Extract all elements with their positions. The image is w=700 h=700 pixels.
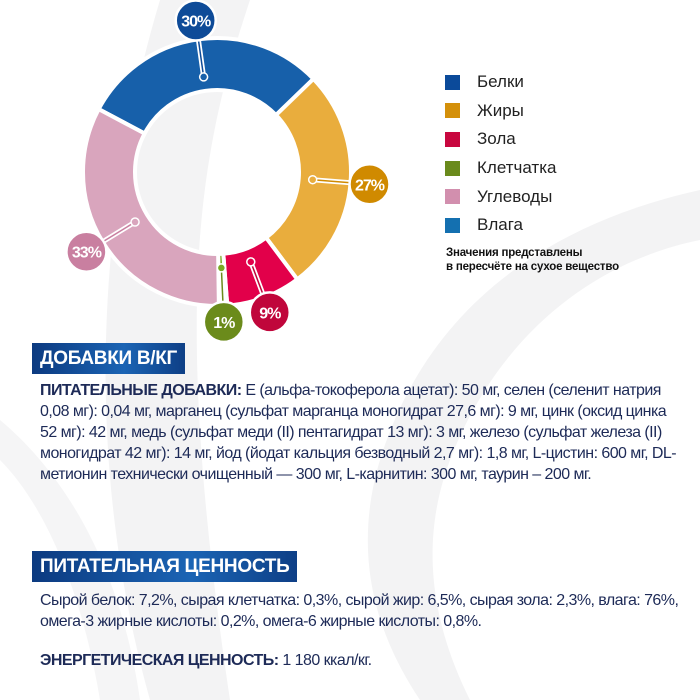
callout-dot bbox=[309, 176, 317, 184]
callout-dot bbox=[131, 218, 139, 226]
legend-item bbox=[445, 125, 557, 154]
donut-chart bbox=[0, 0, 420, 345]
legend-item bbox=[445, 154, 557, 183]
data-label: 30% bbox=[181, 13, 211, 31]
supplements-header: ДОБАВКИ В/КГ bbox=[32, 343, 185, 374]
legend-swatch bbox=[445, 75, 460, 90]
legend-label: Влага bbox=[477, 215, 523, 235]
nutrition-text: Сырой белок: 7,2%, сырая клетчатка: 0,3%, сырой жир: 6,5%, сырая зола: 2,3%, влага: 76%, омега-3 жирные кислоты: 0,2%, омега-6 жирные кислоты: 0,8%. bbox=[40, 592, 679, 630]
supplements-text bbox=[40, 380, 680, 485]
data-label: 9% bbox=[259, 305, 281, 323]
legend-label: Зола bbox=[477, 129, 516, 149]
chart-legend bbox=[445, 68, 557, 240]
legend-swatch bbox=[445, 189, 460, 204]
callout-dot bbox=[200, 73, 208, 81]
legend-item bbox=[445, 97, 557, 126]
data-label: 33% bbox=[71, 244, 101, 262]
callout-dot bbox=[217, 264, 225, 272]
legend-swatch bbox=[445, 103, 460, 118]
legend-item bbox=[445, 68, 557, 97]
supplements-label: ПИТАТЕЛЬНЫЕ ДОБАВКИ: bbox=[40, 382, 242, 399]
energy-label: ЭНЕРГЕТИЧЕСКАЯ ЦЕННОСТЬ: bbox=[40, 652, 279, 669]
legend-label: Углеводы bbox=[477, 186, 553, 206]
legend-swatch bbox=[445, 161, 460, 176]
legend-swatch bbox=[445, 132, 460, 147]
chart-note bbox=[446, 246, 619, 274]
donut-slice-5 bbox=[83, 109, 219, 306]
legend-item bbox=[445, 211, 557, 240]
legend-label: Белки bbox=[477, 72, 524, 92]
callout-dot bbox=[247, 258, 255, 266]
legend-item bbox=[445, 182, 557, 211]
legend-label: Жиры bbox=[477, 100, 524, 120]
note-line: в пересчёте на сухое вещество bbox=[446, 261, 619, 273]
data-label: 27% bbox=[354, 177, 385, 195]
energy-text bbox=[40, 650, 680, 671]
supplements-body: Е (альфа-токоферола ацетат): 50 мг, селен (селенит натрия 0,08 мг): 0,04 мг, марганец (сульфат марганца моногидрат 27,6 мг): 9 мг, цинк (оксид цинка 52 мг): 42 мг, медь (сульфат меди (II) пентагидрат 13 мг): 3 мг, железо (сульфат железа (II) моногидрат 42 мг): 14 мг, йод (йодат кальция безводный 2,7 мг): 1,8 мг, L-цистин: 600 мг, DL-метионин технически очищенный — 300 мг, L-карнитин: 300 мг, таурин – 200 мг. bbox=[40, 382, 676, 483]
data-label: 1% bbox=[213, 314, 235, 332]
energy-value: 1 180 ккал/кг. bbox=[278, 652, 372, 669]
nutrition-header: ПИТАТЕЛЬНАЯ ЦЕННОСТЬ bbox=[32, 551, 297, 582]
legend-label: Клетчатка bbox=[477, 158, 557, 178]
legend-swatch bbox=[445, 218, 460, 233]
note-line: Значения представлены bbox=[446, 247, 583, 259]
